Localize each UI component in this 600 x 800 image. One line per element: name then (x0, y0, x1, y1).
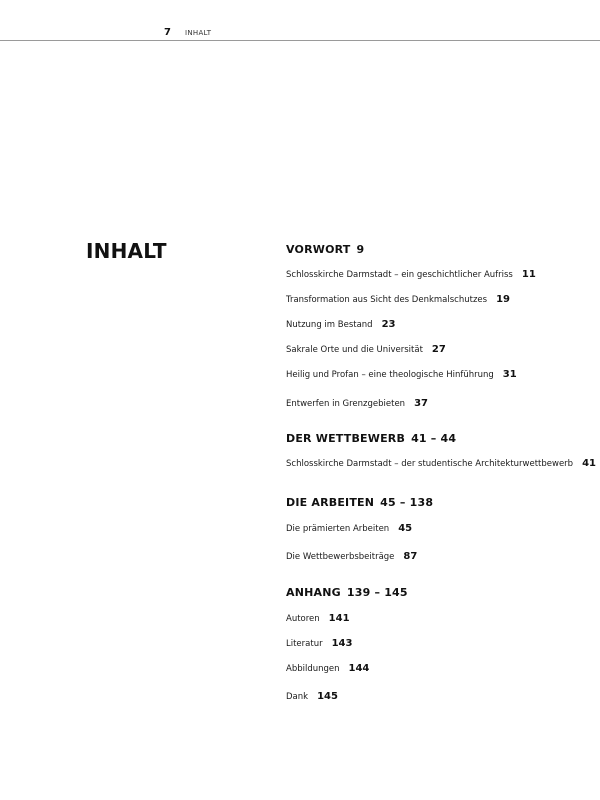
entry-title: Transformation aus Sicht des Denkmalschutzes (286, 295, 488, 305)
entry-title: Die Wettbewerbsbeiträge (286, 552, 395, 562)
section-label: DIE ARBEITEN (286, 496, 375, 509)
toc-item (286, 663, 369, 675)
toc-item (286, 294, 510, 306)
entry-page-number: 23 (381, 319, 396, 330)
toc-item (286, 458, 596, 470)
toc-item (286, 691, 338, 703)
entry-title: Abbildungen (286, 664, 340, 674)
entry-title: Die prämierten Arbeiten (286, 524, 390, 534)
toc-item (286, 369, 517, 381)
section-page-range: 9 (356, 243, 365, 256)
entry-title: Entwerfen in Grenzgebieten (286, 399, 406, 409)
toc-section-arbeiten (286, 496, 433, 509)
toc-item (286, 398, 428, 410)
entry-page-number: 144 (348, 663, 370, 674)
toc-item (286, 269, 536, 281)
toc-section-anhang (286, 586, 408, 599)
entry-title: Autoren (286, 614, 320, 624)
toc-item (286, 638, 352, 650)
entry-page-number: 37 (414, 398, 428, 409)
entry-page-number: 145 (317, 691, 338, 702)
entry-title: Sakrale Orte und die Universität (286, 345, 423, 355)
toc-item (286, 344, 446, 356)
entry-page-number: 31 (502, 369, 517, 380)
toc-item (286, 613, 350, 625)
entry-page-number: 27 (431, 344, 446, 355)
entry-page-number: 41 (582, 458, 596, 469)
entry-title: Dank (286, 692, 309, 702)
page-title: INHALT (86, 239, 167, 263)
section-page-range: 41 – 44 (411, 432, 457, 445)
entry-title: Schlosskirche Darmstadt – ein geschichtlicher Aufriss (286, 270, 513, 280)
entry-title: Nutzung im Bestand (286, 320, 373, 330)
running-title: INHALT (185, 29, 212, 37)
toc-item (286, 319, 396, 331)
page-number: 7 (164, 27, 171, 38)
entry-page-number: 143 (331, 638, 353, 649)
toc-section-vorwort (286, 243, 364, 256)
entry-page-number: 87 (403, 551, 418, 562)
entry-page-number: 45 (398, 523, 413, 534)
entry-page-number: 141 (328, 613, 350, 624)
section-page-range: 45 – 138 (380, 496, 434, 509)
entry-page-number: 11 (521, 269, 536, 280)
section-label: ANHANG (286, 586, 341, 599)
toc-item (286, 523, 412, 535)
entry-title: Heilig und Profan – eine theologische Hinführung (286, 370, 494, 380)
entry-title: Schlosskirche Darmstadt – der studentische Architekturwettbewerb (286, 459, 574, 469)
entry-page-number: 19 (496, 294, 510, 305)
section-label: DER WETTBEWERB (286, 432, 406, 445)
toc-section-wettbewerb (286, 432, 456, 445)
toc-item (286, 551, 417, 563)
section-label: VORWORT (286, 243, 351, 256)
section-page-range: 139 – 145 (346, 586, 408, 599)
entry-title: Literatur (286, 639, 323, 649)
